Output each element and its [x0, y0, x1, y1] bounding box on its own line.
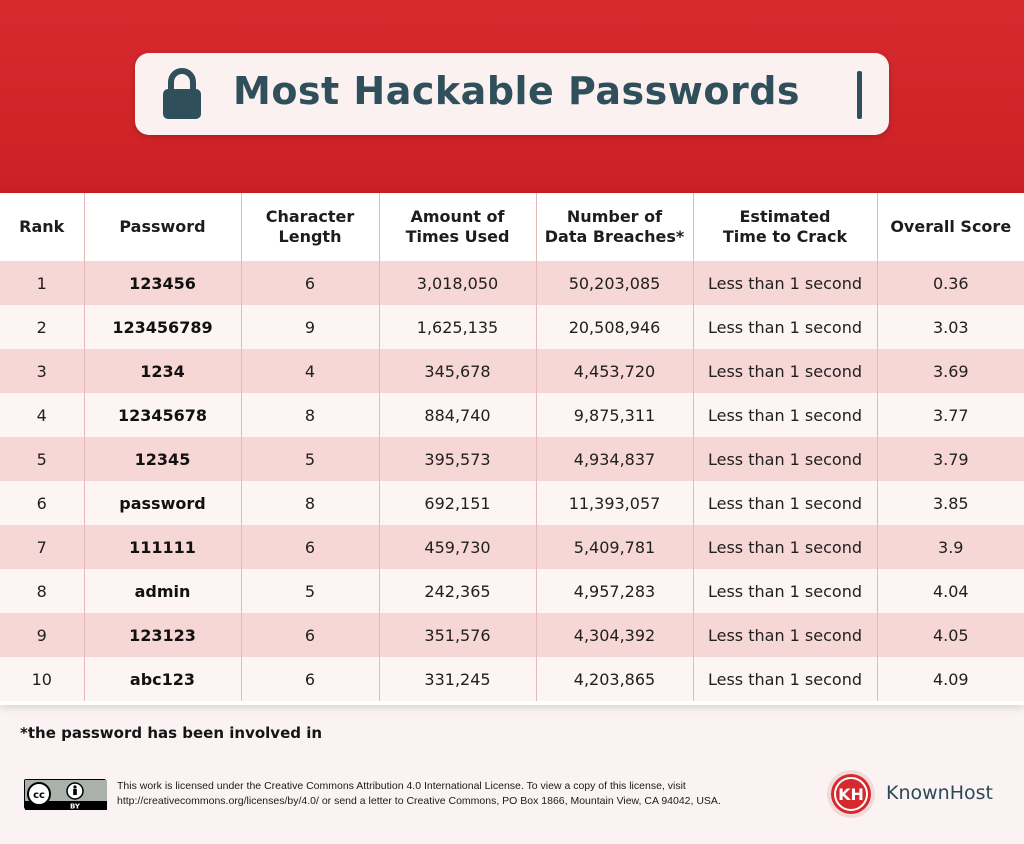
- column-header-line: Character: [265, 207, 355, 226]
- creative-commons-by-icon: [24, 779, 106, 809]
- cell-times_used: 3,018,050: [379, 261, 536, 305]
- brand-name[interactable]: KnownHost: [886, 782, 993, 804]
- table-row: [0, 393, 1024, 437]
- table-row: [0, 613, 1024, 657]
- cell-times_used: 345,678: [379, 349, 536, 393]
- cell-length: 8: [241, 481, 379, 525]
- column-header-line: Estimated: [739, 207, 831, 226]
- page-title: Most Hackable Passwords: [233, 69, 801, 113]
- cell-length: 4: [241, 349, 379, 393]
- cell-length: 6: [241, 525, 379, 569]
- cell-breaches: 4,957,283: [536, 569, 693, 613]
- cell-password: 123456789: [84, 305, 241, 349]
- table-row: [0, 481, 1024, 525]
- column-header-score: [877, 193, 1024, 261]
- cell-times_used: 459,730: [379, 525, 536, 569]
- by-label: BY: [69, 802, 81, 810]
- cell-password: 12345678: [84, 393, 241, 437]
- cell-length: 9: [241, 305, 379, 349]
- cell-times_used: 884,740: [379, 393, 536, 437]
- cell-times_used: 692,151: [379, 481, 536, 525]
- cell-crack_time: Less than 1 second: [693, 437, 877, 481]
- cell-length: 5: [241, 437, 379, 481]
- cell-breaches: 50,203,085: [536, 261, 693, 305]
- cell-password: 1234: [84, 349, 241, 393]
- table-header-row: [0, 193, 1024, 261]
- cell-rank: 2: [0, 305, 84, 349]
- column-header-line: Password: [119, 217, 206, 236]
- cell-crack_time: Less than 1 second: [693, 349, 877, 393]
- cell-breaches: 11,393,057: [536, 481, 693, 525]
- cell-password: 123456: [84, 261, 241, 305]
- cell-score: 3.03: [932, 317, 969, 337]
- cell-score: 3.69: [932, 361, 969, 381]
- cell-breaches: 5,409,781: [536, 525, 693, 569]
- cell-score: 3.9: [938, 537, 964, 557]
- cc-label: cc: [33, 790, 45, 801]
- cell-breaches: 20,508,946: [536, 305, 693, 349]
- column-header-breaches: [536, 193, 693, 261]
- cell-password: 123123: [84, 613, 241, 657]
- cell-score: 3.79: [932, 449, 969, 469]
- license-text: This work is licensed under the Creative Commons Attribution 4.0 International License. To view a copy of this license, visit http://creativecommons.org/licenses/by/4.0/ or send a letter to Creative Commons, PO Box 1866, Mountain View, CA 94042, USA.: [117, 780, 721, 807]
- cell-rank: 4: [0, 393, 84, 437]
- column-header-line: Length: [278, 227, 342, 246]
- column-header-password: [84, 193, 241, 261]
- cell-times_used: 331,245: [379, 657, 536, 701]
- cell-rank: 6: [0, 481, 84, 525]
- cell-breaches: 4,304,392: [536, 613, 693, 657]
- table-row: [0, 437, 1024, 481]
- cell-rank: 7: [0, 525, 84, 569]
- cell-score: 3.85: [932, 493, 969, 513]
- cell-score: 4.05: [932, 625, 969, 645]
- column-header-times_used: [379, 193, 536, 261]
- cell-crack_time: Less than 1 second: [693, 481, 877, 525]
- lock-icon: [162, 68, 202, 120]
- cell-rank: 3: [0, 349, 84, 393]
- cell-crack_time: Less than 1 second: [693, 261, 877, 305]
- column-header-line: Time to Crack: [722, 227, 848, 246]
- column-header-line: Overall Score: [890, 217, 1012, 236]
- cell-password: admin: [84, 569, 241, 613]
- cell-times_used: 351,576: [379, 613, 536, 657]
- column-header-crack_time: [693, 193, 877, 261]
- cell-crack_time: Less than 1 second: [693, 305, 877, 349]
- cell-score: 4.09: [932, 669, 969, 689]
- cell-crack_time: Less than 1 second: [693, 393, 877, 437]
- password-table: [0, 193, 1024, 701]
- column-header-line: Rank: [19, 217, 65, 236]
- cell-password: 111111: [84, 525, 241, 569]
- cell-rank: 5: [0, 437, 84, 481]
- cell-breaches: 4,453,720: [536, 349, 693, 393]
- cell-rank: 1: [0, 261, 84, 305]
- cell-breaches: 9,875,311: [536, 393, 693, 437]
- text-cursor-icon: [857, 71, 862, 119]
- table-body: [0, 261, 1024, 701]
- column-header-line: Data Breaches*: [544, 227, 685, 246]
- cell-score: 4.04: [932, 581, 969, 601]
- logo-letters: KH: [838, 785, 864, 804]
- knownhost-logo-icon[interactable]: [826, 769, 876, 819]
- cell-breaches: 4,203,865: [536, 657, 693, 701]
- column-header-rank: [0, 193, 84, 261]
- cell-crack_time: Less than 1 second: [693, 525, 877, 569]
- cell-score: 3.77: [932, 405, 969, 425]
- cell-score: 0.36: [932, 273, 969, 293]
- password-table-container: [0, 193, 1024, 705]
- cell-rank: 10: [0, 657, 84, 701]
- cell-crack_time: Less than 1 second: [693, 657, 877, 701]
- table-row: [0, 525, 1024, 569]
- cell-crack_time: Less than 1 second: [693, 613, 877, 657]
- footnote: *the password has been involved in: [20, 724, 323, 742]
- cell-rank: 8: [0, 569, 84, 613]
- cell-password: 12345: [84, 437, 241, 481]
- cell-rank: 9: [0, 613, 84, 657]
- cell-password: abc123: [84, 657, 241, 701]
- column-header-line: Times Used: [405, 227, 510, 246]
- column-header-line: Amount of: [410, 207, 505, 226]
- cell-breaches: 4,934,837: [536, 437, 693, 481]
- cell-times_used: 395,573: [379, 437, 536, 481]
- cell-length: 6: [241, 657, 379, 701]
- table-row: [0, 261, 1024, 305]
- cell-times_used: 1,625,135: [379, 305, 536, 349]
- cell-password: password: [84, 481, 241, 525]
- cell-crack_time: Less than 1 second: [693, 569, 877, 613]
- table-row: [0, 569, 1024, 613]
- cell-length: 5: [241, 569, 379, 613]
- cell-length: 6: [241, 261, 379, 305]
- cell-length: 8: [241, 393, 379, 437]
- table-row: [0, 305, 1024, 349]
- table-row: [0, 349, 1024, 393]
- column-header-length: [241, 193, 379, 261]
- cell-length: 6: [241, 613, 379, 657]
- cell-times_used: 242,365: [379, 569, 536, 613]
- table-row: [0, 657, 1024, 701]
- column-header-line: Number of: [566, 207, 663, 226]
